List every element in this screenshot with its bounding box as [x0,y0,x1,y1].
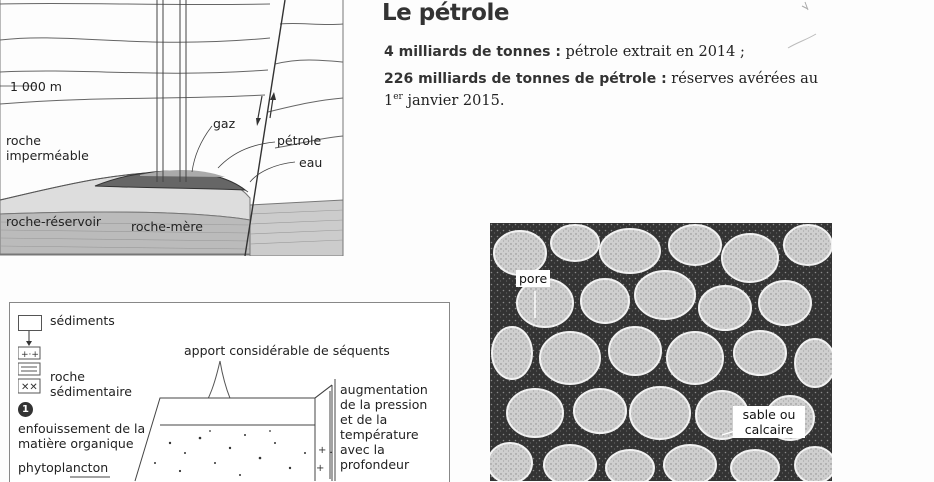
fact-2-sup: er [393,92,403,102]
fact-line-3 [384,92,504,109]
fact-2-date-pre: 1 [384,92,394,109]
sand-label: sable ou calcaire [733,406,805,438]
sedimentation-diagram [9,302,450,482]
oil-label: pétrole [277,133,322,148]
microscope-photo [490,223,832,481]
burial-label: enfouissement de la matière organique [18,421,146,451]
step-number-badge: 1 [18,402,33,417]
pressure-temperature-label: augmentation de la pression et de la température avec la profondeur [340,382,428,472]
fact-1-bold: 4 milliards de tonnes : [384,44,561,60]
fact-2-date-post: janvier 2015. [402,92,505,109]
fact-2-text: réserves avérées au [666,71,819,87]
fact-line-1 [384,44,745,60]
sediment-block-drawing [10,303,449,482]
phytoplankton-label: phytoplancton [18,460,109,475]
scan-marks [780,0,840,60]
fact-2-bold: 226 milliards de tonnes de pétrole : [384,71,667,87]
grains-image [490,223,832,481]
legend-sediments-label: sédiments [50,313,115,328]
depth-label: 1 000 m [10,79,62,94]
gas-label: gaz [213,116,236,131]
geology-cross-section [0,0,345,256]
pore-label: pore [516,270,550,287]
reservoir-rock-label: roche-réservoir [6,214,102,229]
svg-text:+ .: + . [318,445,333,456]
fact-line-2 [384,71,818,87]
svg-text:+: + [316,463,325,474]
source-rock-label: roche-mère [131,219,203,234]
water-label: eau [299,155,323,170]
legend-rock-label: roche sédimentaire [50,369,132,399]
fact-1-text: pétrole extrait en 2014 ; [560,44,745,60]
page-title: Le pétrole [382,0,509,26]
impermeable-rock-label: roche imperméable [6,133,89,163]
svg-text:✕✕: ✕✕ [21,382,38,393]
svg-text:+·+: +·+ [21,350,39,360]
input-label: apport considérable de séquents [184,343,390,358]
